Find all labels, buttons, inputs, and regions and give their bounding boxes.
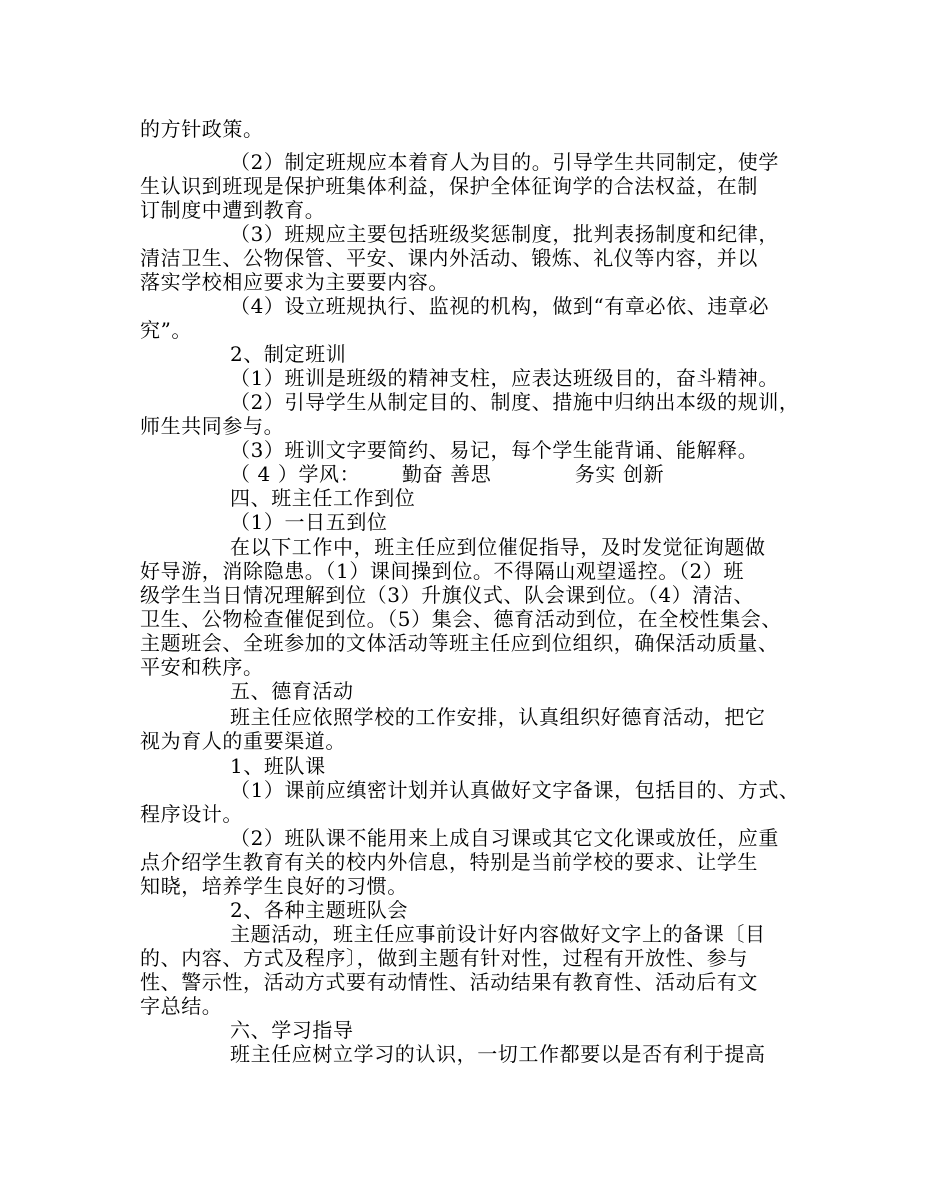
text-line: （2）班队课不能用来上成自习课或其它文化课或放任，应重 <box>230 826 779 850</box>
text-line: 班主任应树立学习的认识，一切工作都要以是否有利于提高 <box>230 1042 766 1066</box>
text-line: 落实学校相应要求为主要要内容。 <box>140 270 449 294</box>
section-heading: 2、各种主题班队会 <box>230 898 409 922</box>
text-line: 在以下工作中，班主任应到位催促指导，及时发觉征询题做 <box>230 535 766 559</box>
text-line: 师生共同参与。 <box>140 414 285 438</box>
text-line: 生认识到班现是保护班集体利益，保护全体征询学的合法权益，在制 <box>140 174 758 198</box>
text-line: 的、内容、方式及程序〕，做到主题有针对性，过程有开放性、参与 <box>140 946 748 970</box>
text-line: （1）课前应缜密计划并认真做好文字备课，包括目的、方式、 <box>230 778 800 802</box>
text-line: 点介绍学生教育有关的校内外信息，特别是当前学校的要求、让学生 <box>140 850 758 874</box>
section-heading: 四、班主任工作到位 <box>230 486 416 510</box>
text-line: 视为育人的重要渠道。 <box>140 729 346 753</box>
text-line: （4）设立班规执行、监视的机构，做到“有章必依、违章必 <box>230 294 770 318</box>
text-line: 平安和秩序。 <box>140 655 264 679</box>
text-line: （1）一日五到位 <box>230 510 388 534</box>
text-line: 的方针政策。 <box>140 117 264 141</box>
text-line: 性、警示性，活动方式要有动情性、活动结果有教育性、活动后有文 <box>140 970 758 994</box>
text-line: 好导游，消除隐患。（1）课间操到位。不得隔山观望遥控。（2）班 <box>140 559 745 583</box>
text-line: 主题活动，班主任应事前设计好内容做好文字上的备课〔目 <box>230 922 766 946</box>
text-line: （3）班训文字要简约、易记，每个学生能背诵、能解释。 <box>230 438 759 462</box>
section-heading: 六、学习指导 <box>230 1018 354 1042</box>
text-line: 知晓，培养学生良好的习惯。 <box>140 874 408 898</box>
text-line: 字总结。 <box>140 994 223 1018</box>
text-line: 程序设计。 <box>140 802 243 826</box>
text-line: （1）班训是班级的精神支柱，应表达班级目的，奋斗精神。 <box>230 366 779 390</box>
section-heading: 2、制定班训 <box>230 342 347 366</box>
text-line: （3）班规应主要包括班级奖惩制度，批判表扬制度和纪律， <box>230 222 779 246</box>
text-line: 订制度中遭到教育。 <box>140 198 326 222</box>
section-heading: 五、德育活动 <box>230 679 354 703</box>
text-line: 主题班会、全班参加的文体活动等班主任应到位组织，确保活动质量、 <box>140 631 779 655</box>
text-line: 班主任应依照学校的工作安排，认真组织好德育活动，把它 <box>230 705 766 729</box>
text-line: （2）制定班规应本着育人为目的。引导学生共同制定，使学 <box>230 150 779 174</box>
text-line: 级学生当日情况理解到位（3）升旗仪式、队会课到位。（4）清洁、 <box>140 583 755 607</box>
text-line: （ 4 ）学风： 勤奋 善思 务实 创新 <box>230 462 665 486</box>
section-heading: 1、班队课 <box>230 754 326 778</box>
text-line: （2）引导学生从制定目的、制度、措施中归纳出本级的规训， <box>230 390 800 414</box>
text-line: 究”。 <box>140 318 193 342</box>
text-line: 清洁卫生、公物保管、平安、课内外活动、锻炼、礼仪等内容，并以 <box>140 246 758 270</box>
text-line: 卫生、公物检查催促到位。（5）集会、德育活动到位，在全校性集会、 <box>140 607 782 631</box>
